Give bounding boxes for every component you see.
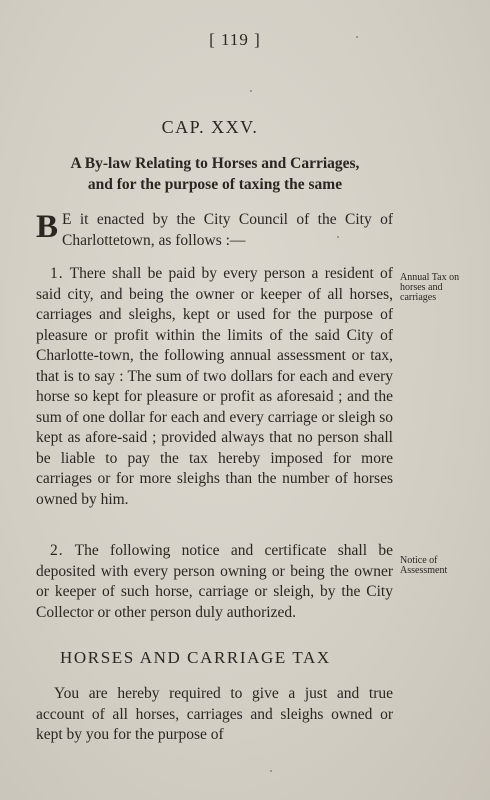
paper-speck xyxy=(270,770,272,772)
bylaw-title-line2: and for the purpose of taxing the same xyxy=(87,176,343,193)
section-2 xyxy=(36,541,393,623)
paper-speck xyxy=(337,236,339,238)
section-1 xyxy=(36,264,393,510)
paper-speck xyxy=(250,90,252,92)
section-2-number: 2. xyxy=(50,542,64,559)
enacting-clause xyxy=(36,210,393,251)
chapter-heading: CAP. XXV. xyxy=(161,117,259,137)
bylaw-title xyxy=(30,153,400,195)
section-1-text: There shall be paid by every person a resident of said city, and being the owner or keeper of all horses, carriages and sleighs, kept or used for the purpose of pleasure or profit within the limits of the said City of Charlotte-town, the following annual assessment or tax, that is to say : The sum of two dollars for each and every horse so kept for pleasure or profit as aforesaid ; and the sum of one dollar for each and every carriage or sleigh so kept as afore-said ; provided always that no person shall be liable to pay the tax hereby imposed for more carriages or for more sleighs than the number of horses owned by him. xyxy=(36,265,393,508)
section-1-number: 1. xyxy=(50,265,64,282)
paper-speck xyxy=(356,36,358,38)
bylaw-title-line1: A By-law Relating to Horses and Carriages, xyxy=(70,155,360,172)
page-number: [ 119 ] xyxy=(209,30,261,49)
enacting-clause-text: E it enacted by the City Council of the City of Charlottetown, as follows :— xyxy=(62,211,393,249)
drop-cap: B xyxy=(36,209,59,245)
section-2-text: The following notice and certificate shall be deposited with every person owning or being the owner or keeper of such horse, carriage or sleigh, by the City Collector or other person duly authorized. xyxy=(36,542,393,621)
tax-notice-text: You are hereby required to give a just and true account of all horses, carriages and sleighs owned or kept by you for the purpose of xyxy=(36,685,393,743)
margin-note-notice: Notice of Assessment xyxy=(400,555,448,576)
tax-notice-heading: HORSES AND CARRIAGE TAX xyxy=(60,648,331,667)
margin-note-annual-tax: Annual Tax on horses and carriages xyxy=(400,272,460,303)
